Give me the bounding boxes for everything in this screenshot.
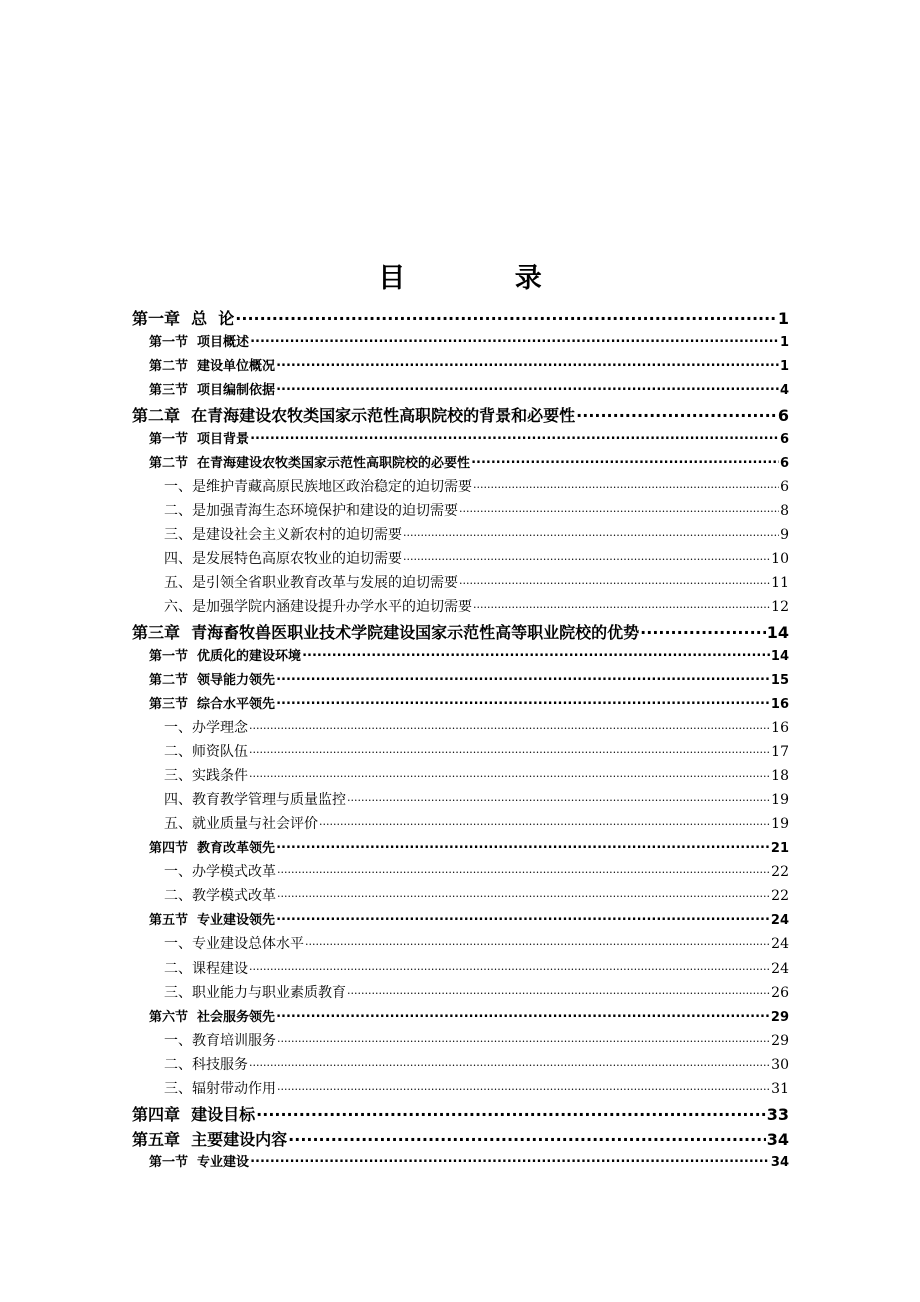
toc-entry-section[interactable] (149, 1006, 789, 1025)
toc-entry-page-number: 14 (766, 623, 789, 642)
toc-entry-item[interactable] (164, 958, 789, 978)
toc-entry-item[interactable] (164, 1054, 789, 1074)
toc-entry-page-number: 6 (779, 432, 789, 447)
toc-entry-page-number: 19 (771, 792, 789, 808)
dot-leader (347, 983, 770, 997)
dot-leader (347, 790, 770, 804)
toc-entry-label: 第五节 专业建设领先 (149, 913, 276, 928)
toc-entry-label: 第三节 综合水平领先 (149, 697, 276, 712)
toc-entry-item[interactable] (164, 982, 789, 1002)
toc-entry-page-number: 6 (779, 456, 789, 471)
dot-leader (249, 959, 770, 973)
toc-entry-page-number: 29 (771, 1033, 789, 1049)
dot-leader (249, 742, 770, 756)
dot-leader (305, 934, 770, 948)
toc-entry-label: 第三节 项目编制依据 (149, 383, 276, 398)
dot-leader (256, 1104, 766, 1120)
toc-entry-page-number: 34 (766, 1130, 789, 1149)
dot-leader (276, 671, 770, 684)
toc-entry-item[interactable] (164, 572, 789, 592)
dot-leader (249, 718, 770, 732)
dot-leader (319, 814, 770, 828)
toc-entry-item[interactable] (164, 524, 789, 544)
toc-entry-item[interactable] (164, 861, 789, 881)
dot-leader (288, 1129, 766, 1145)
toc-entry-item[interactable] (164, 596, 789, 616)
toc-entry-section[interactable] (149, 1151, 789, 1170)
toc-entry-page-number: 14 (770, 649, 789, 664)
toc-entry-page-number: 24 (771, 961, 789, 977)
toc-entry-section[interactable] (149, 331, 789, 350)
dot-leader (235, 308, 777, 324)
toc-entry-page-number: 33 (766, 1105, 789, 1124)
toc-entry-page-number: 4 (779, 383, 789, 398)
toc-entry-label: 三、辐射带动作用 (164, 1081, 276, 1097)
toc-entry-item[interactable] (164, 548, 789, 568)
toc-entry-page-number: 30 (771, 1057, 789, 1073)
dot-leader (473, 477, 779, 491)
toc-entry-page-number: 29 (770, 1010, 789, 1025)
toc-entry-page-number: 18 (771, 768, 789, 784)
toc-entry-page-number: 21 (770, 841, 789, 856)
toc-entry-label: 二、教学模式改革 (164, 888, 276, 904)
toc-entry-label: 一、是维护青藏高原民族地区政治稳定的迫切需要 (164, 479, 472, 495)
toc-entry-label: 第二节 在青海建设农牧类国家示范性高职院校的必要性 (149, 456, 471, 471)
toc-entry-label: 五、就业质量与社会评价 (164, 816, 318, 832)
dot-leader (276, 695, 770, 708)
toc-entry-item[interactable] (164, 741, 789, 761)
toc-entry-chapter[interactable] (132, 1102, 789, 1125)
toc-entry-page-number: 19 (771, 816, 789, 832)
toc-entry-label: 六、是加强学院内涵建设提升办学水平的迫切需要 (164, 599, 472, 615)
toc-entry-item[interactable] (164, 789, 789, 809)
dot-leader (249, 1055, 770, 1069)
dot-leader (250, 333, 779, 346)
toc-entry-section[interactable] (149, 837, 789, 856)
toc-entry-section[interactable] (149, 355, 789, 374)
toc-entry-label: 第六节 社会服务领先 (149, 1010, 276, 1025)
toc-entry-label: 第四节 教育改革领先 (149, 841, 276, 856)
toc-entry-label: 第一节 优质化的建设环境 (149, 649, 302, 664)
toc-entry-item[interactable] (164, 476, 789, 496)
dot-leader (576, 405, 777, 421)
toc-entry-item[interactable] (164, 1030, 789, 1050)
toc-entry-chapter[interactable] (132, 403, 789, 426)
toc-entry-label: 五、是引领全省职业教育改革与发展的迫切需要 (164, 575, 458, 591)
toc-entry-label: 第三章 青海畜牧兽医职业技术学院建设国家示范性高等职业院校的优势 (132, 623, 640, 642)
toc-entry-page-number: 31 (771, 1081, 789, 1097)
dot-leader (302, 647, 770, 660)
toc-entry-label: 二、师资队伍 (164, 744, 248, 760)
toc-entry-label: 第一章 总 论 (132, 309, 235, 328)
toc-title: 目 录 (378, 263, 592, 294)
dot-leader (403, 525, 779, 539)
toc-entry-page-number: 8 (780, 503, 789, 519)
dot-leader (277, 862, 770, 876)
toc-entry-label: 二、科技服务 (164, 1057, 248, 1073)
dot-leader (471, 454, 779, 467)
toc-entry-label: 第一节 专业建设 (149, 1155, 250, 1170)
toc-entry-section[interactable] (149, 452, 789, 471)
toc-entry-label: 第五章 主要建设内容 (132, 1130, 288, 1149)
toc-entry-page-number: 34 (770, 1155, 789, 1170)
toc-entry-label: 第一节 项目背景 (149, 432, 250, 447)
toc-entry-page-number: 1 (777, 309, 789, 328)
dot-leader (459, 573, 770, 587)
toc-entry-page-number: 1 (779, 359, 789, 374)
toc-entry-chapter[interactable] (132, 1127, 789, 1150)
toc-entry-label: 二、是加强青海生态环境保护和建设的迫切需要 (164, 503, 458, 519)
toc-entry-label: 第一节 项目概述 (149, 335, 250, 350)
toc-entry-item[interactable] (164, 500, 789, 520)
toc-entry-chapter[interactable] (132, 306, 789, 329)
toc-entry-item[interactable] (164, 1078, 789, 1098)
toc-entry-page-number: 17 (771, 744, 789, 760)
toc-entry-item[interactable] (164, 885, 789, 905)
toc-entry-page-number: 10 (771, 551, 789, 567)
toc-entry-page-number: 12 (771, 599, 789, 615)
toc-entry-section[interactable] (149, 645, 789, 664)
toc-entry-section[interactable] (149, 669, 789, 688)
toc-entry-label: 四、教育教学管理与质量监控 (164, 792, 346, 808)
toc-entry-page-number: 26 (771, 985, 789, 1001)
dot-leader (250, 1153, 770, 1166)
toc-entry-label: 第二章 在青海建设农牧类国家示范性高职院校的背景和必要性 (132, 406, 576, 425)
toc-entry-section[interactable] (149, 909, 789, 928)
dot-leader (249, 766, 770, 780)
toc-entry-page-number: 11 (771, 575, 789, 591)
toc-entry-page-number: 22 (771, 888, 789, 904)
toc-entry-section[interactable] (149, 428, 789, 447)
toc-entry-page-number: 6 (780, 479, 789, 495)
toc-entry-page-number: 16 (770, 697, 789, 712)
toc-entry-page-number: 24 (770, 913, 789, 928)
toc-entry-page-number: 6 (777, 406, 789, 425)
toc-entry-page-number: 24 (771, 936, 789, 952)
toc-entry-page-number: 9 (780, 527, 789, 543)
toc-entry-item[interactable] (164, 933, 789, 953)
toc-entry-page-number: 1 (779, 335, 789, 350)
toc-entry-label: 三、是建设社会主义新农村的迫切需要 (164, 527, 402, 543)
dot-leader (276, 911, 770, 924)
toc-entry-item[interactable] (164, 765, 789, 785)
dot-leader (473, 597, 770, 611)
toc-entry-label: 第四章 建设目标 (132, 1105, 256, 1124)
toc-entry-label: 一、办学模式改革 (164, 864, 276, 880)
toc-entry-label: 二、课程建设 (164, 961, 248, 977)
dot-leader (277, 1031, 770, 1045)
toc-entry-item[interactable] (164, 813, 789, 833)
dot-leader (250, 430, 779, 443)
dot-leader (403, 549, 770, 563)
toc-entry-label: 一、专业建设总体水平 (164, 936, 304, 952)
toc-entry-item[interactable] (164, 717, 789, 737)
toc-entry-page-number: 22 (771, 864, 789, 880)
toc-entry-chapter[interactable] (132, 620, 789, 643)
dot-leader (276, 1008, 770, 1021)
toc-entry-label: 四、是发展特色高原农牧业的迫切需要 (164, 551, 402, 567)
toc-entry-label: 三、实践条件 (164, 768, 248, 784)
dot-leader (459, 501, 779, 515)
toc-entry-label: 一、办学理念 (164, 720, 248, 736)
dot-leader (640, 622, 766, 638)
toc-entry-section[interactable] (149, 693, 789, 712)
toc-entry-section[interactable] (149, 379, 789, 398)
toc-entry-label: 第二节 建设单位概况 (149, 359, 276, 374)
dot-leader (277, 886, 770, 900)
toc-entry-label: 一、教育培训服务 (164, 1033, 276, 1049)
dot-leader (276, 357, 779, 370)
toc-entry-label: 三、职业能力与职业素质教育 (164, 985, 346, 1001)
dot-leader (276, 839, 770, 852)
toc-entry-page-number: 15 (770, 673, 789, 688)
toc-entry-label: 第二节 领导能力领先 (149, 673, 276, 688)
dot-leader (277, 1079, 770, 1093)
dot-leader (276, 381, 779, 394)
toc-entry-page-number: 16 (771, 720, 789, 736)
